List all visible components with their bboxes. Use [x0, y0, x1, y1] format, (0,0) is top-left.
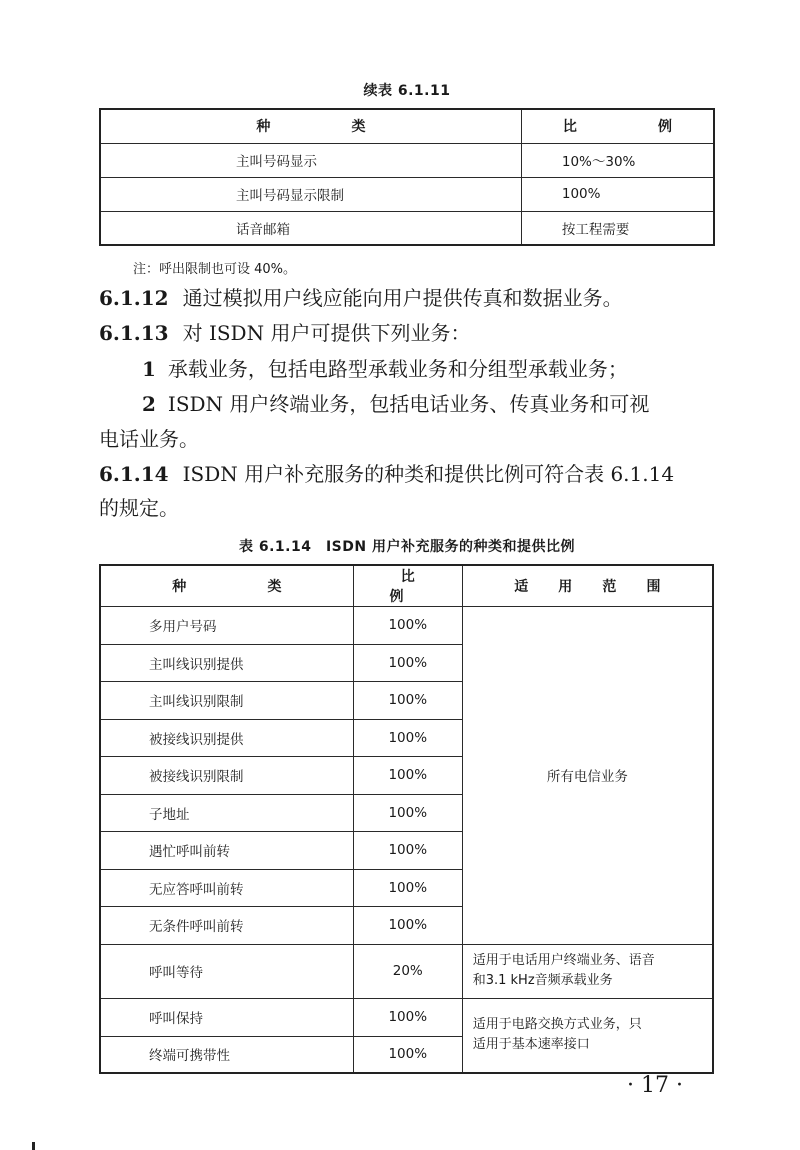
cell-type: 主叫号码显示限制: [100, 177, 521, 211]
table-row: [100, 607, 713, 645]
clause-6-1-12: [99, 283, 623, 313]
clause-6-1-13-item-2-continuation: 电话业务。: [99, 427, 199, 451]
item-text: ISDN 用户终端业务，包括电话业务、传真业务和可视: [167, 392, 650, 416]
table-row: [100, 211, 714, 245]
header-scope: 适 用 范 围: [462, 565, 713, 607]
clause-number: 6.1.12: [99, 286, 169, 310]
cell-ratio: 100%: [353, 1036, 462, 1073]
cell-ratio: 20%: [353, 944, 462, 998]
cell-type: 无条件呼叫前转: [100, 907, 353, 945]
table-header-row: [100, 109, 714, 143]
table-header-row: [100, 565, 713, 607]
cell-type: 子地址: [100, 794, 353, 832]
item-text: 承载业务，包括电路型承载业务和分组型承载业务；: [167, 357, 628, 381]
table-6-1-14: [99, 564, 714, 1074]
cell-type: 主叫线识别限制: [100, 682, 353, 720]
cell-type: 主叫号码显示: [100, 143, 521, 177]
table-6-1-11: [99, 108, 715, 246]
scope-line: 和3.1 kHz音频承载业务: [472, 973, 613, 988]
table-6-1-11-caption: 续表 6.1.11: [363, 83, 451, 99]
cell-ratio: 按工程需要: [521, 211, 714, 245]
header-type: 种 类: [100, 565, 353, 607]
clause-6-1-14: [99, 459, 674, 489]
cell-ratio: 100%: [521, 177, 714, 211]
cell-type: 呼叫保持: [100, 998, 353, 1036]
cell-type: 主叫线识别提供: [100, 644, 353, 682]
cell-type: 遇忙呼叫前转: [100, 832, 353, 870]
table-6-1-14-caption: 表 6.1.14 ISDN 用户补充服务的种类和提供比例: [239, 539, 575, 555]
clause-6-1-13: [99, 318, 470, 348]
cell-ratio: 100%: [353, 682, 462, 720]
cell-ratio: 100%: [353, 719, 462, 757]
scope-line: 适用于基本速率接口: [472, 1037, 590, 1053]
cell-ratio: 10%～30%: [521, 143, 714, 177]
table-note: 注：呼出限制也可设 40%。: [133, 262, 297, 277]
clause-number: 6.1.14: [99, 462, 169, 486]
table-row: [100, 944, 713, 998]
cell-scope-all-telecom: 所有电信业务: [462, 607, 713, 945]
cell-type: 终端可携带性: [100, 1036, 353, 1073]
cell-scope-circuit-switched: [462, 998, 713, 1073]
clause-6-1-14-continuation: 的规定。: [99, 496, 179, 520]
cell-scope-call-waiting: [462, 944, 713, 998]
cell-ratio: 100%: [353, 757, 462, 795]
cell-ratio: 100%: [353, 832, 462, 870]
scope-line: 适用于电话用户终端业务、语音: [472, 953, 655, 968]
cell-type: 多用户号码: [100, 607, 353, 645]
clause-text: 通过模拟用户线应能向用户提供传真和数据业务。: [182, 286, 623, 310]
table-row: [100, 998, 713, 1036]
clause-6-1-13-item-1: [142, 354, 628, 384]
page-number: · 17 ·: [627, 1073, 683, 1098]
table-row: [100, 143, 714, 177]
cell-ratio: 100%: [353, 869, 462, 907]
cell-type: 话音邮箱: [100, 211, 521, 245]
item-number: 1: [142, 357, 156, 381]
cell-ratio: 100%: [353, 607, 462, 645]
cell-type: 被接线识别限制: [100, 757, 353, 795]
cell-ratio: 100%: [353, 794, 462, 832]
header-ratio: 比 例: [353, 565, 462, 607]
cell-type: 无应答呼叫前转: [100, 869, 353, 907]
clause-text: ISDN 用户补充服务的种类和提供比例可符合表 6.1.14: [182, 462, 675, 486]
cell-ratio: 100%: [353, 644, 462, 682]
header-ratio: 比 例: [521, 109, 714, 143]
cell-ratio: 100%: [353, 998, 462, 1036]
cell-ratio: 100%: [353, 907, 462, 945]
clause-number: 6.1.13: [99, 321, 169, 345]
scope-line: 适用于电路交换方式业务，只: [472, 1017, 642, 1033]
clause-text: 对 ISDN 用户可提供下列业务：: [182, 321, 471, 345]
item-number: 2: [142, 392, 156, 416]
cell-type: 被接线识别提供: [100, 719, 353, 757]
table-row: [100, 177, 714, 211]
header-type: 种 类: [100, 109, 521, 143]
clause-6-1-13-item-2: [142, 389, 649, 419]
cell-type: 呼叫等待: [100, 944, 353, 998]
